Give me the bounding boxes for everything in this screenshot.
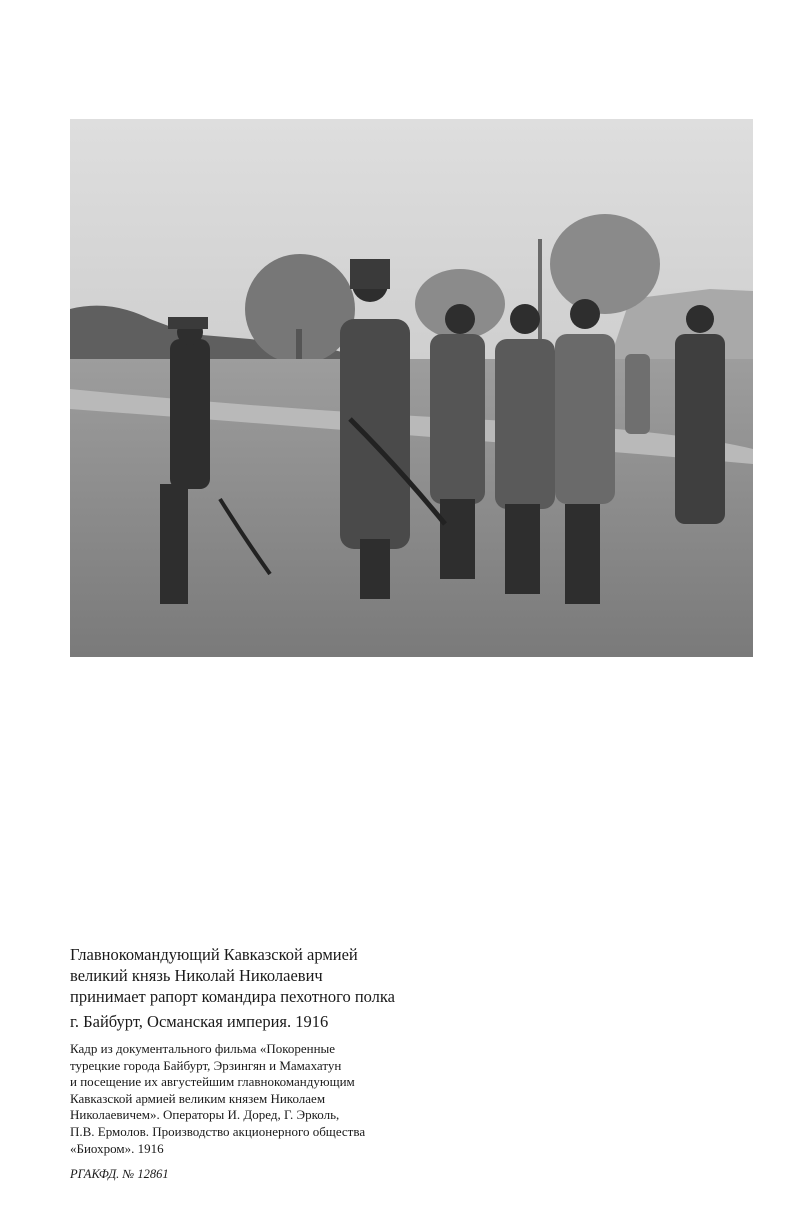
photo-illustration	[70, 119, 753, 657]
photo-caption	[70, 944, 530, 1182]
caption-description	[70, 1041, 530, 1157]
archive-reference: РГАКФД. № 12861	[70, 1167, 169, 1182]
description-line: турецкие города Байбурт, Эрзингян и Мамахатун	[70, 1057, 342, 1073]
description-line: и посещение их августейшим главнокомандующим	[70, 1074, 355, 1090]
caption-title-line: великий князь Николай Николаевич	[70, 966, 323, 985]
caption-place-date: г. Байбурт, Османская империя. 1916	[70, 1012, 329, 1031]
description-line: Кавказской армией великим князем Николаем	[70, 1090, 326, 1106]
description-line: Николаевичем». Операторы И. Доред, Г. Эрколь,	[70, 1107, 340, 1123]
caption-title-line: Главнокомандующий Кавказской армией	[70, 945, 358, 964]
caption-title-line: принимает рапорт командира пехотного полка	[70, 987, 396, 1006]
description-line: Кадр из документального фильма «Покоренные	[70, 1041, 336, 1056]
description-line: П.В. Ермолов. Производство акционерного общества	[70, 1123, 366, 1139]
description-line: «Биохром». 1916	[70, 1140, 164, 1156]
archival-photo	[70, 119, 753, 657]
